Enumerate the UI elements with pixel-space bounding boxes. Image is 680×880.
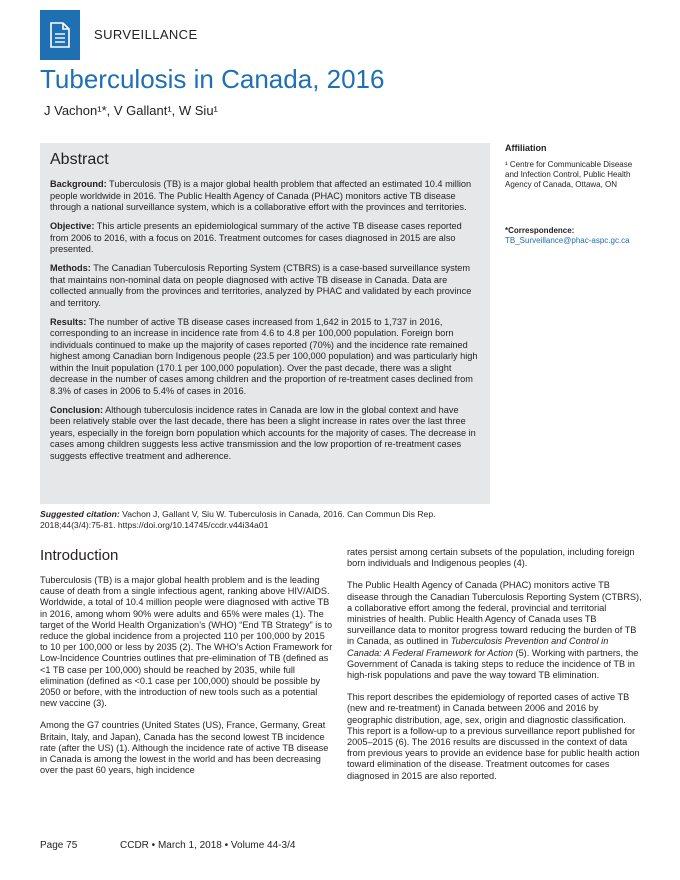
objective-label: Objective: bbox=[50, 221, 95, 231]
affiliation-text: ¹ Centre for Communicable Disease and Infection Control, Public Health Agency of Canada, Ottawa, ON bbox=[505, 160, 633, 189]
abstract-background bbox=[50, 179, 480, 214]
intro-paragraph-4b: (5). Working with partners, the Government of Canada is taking steps to reduce the incidence of TB in high-risk populations and pave the way toward TB elimination. bbox=[347, 647, 639, 681]
objective-text: This article presents an epidemiological summary of the active TB disease cases reported from 2006 to 2016, with a focus on 2016. Treatment outcomes for cases diagnosed in 2015 are also presented. bbox=[50, 221, 462, 254]
intro-paragraph-5: This report describes the epidemiology of reported cases of active TB (new and re-treatment) in Canada between 2006 and 2016 by geographic distribution, age, sex, origin and diagnostic classification. This report is a follow-up to a previous surveillance report published for 2005–2015 (6). The 2016 results are discussed in the context of data from previous years to provide an evidence base for public health action toward elimination of the disease. Treatment outcomes for cases diagnosed in 2015 are also reported. bbox=[347, 692, 640, 781]
affiliation-heading: Affiliation bbox=[505, 143, 547, 153]
abstract-methods bbox=[50, 263, 480, 309]
intro-paragraph-4 bbox=[347, 580, 642, 681]
background-text: Tuberculosis (TB) is a major global health problem that affected an estimated 10.4 million people worldwide in 2016. The Public Health Agency of Canada (PHAC) monitors active TB disease through a national surveillance system, which is a collaborative effort with the provinces and territories. bbox=[50, 179, 472, 212]
citation-text: Vachon J, Gallant V, Siu W. Tuberculosis in Canada, 2016. Can Commun Dis Rep. 2018;44(3/4):75-81. https://doi.org/10.14745/ccdr.v44i34a01 bbox=[40, 509, 436, 530]
abstract-heading: Abstract bbox=[50, 151, 109, 168]
background-label: Background: bbox=[50, 179, 107, 189]
conclusion-text: Although tuberculosis incidence rates in Canada are low in the global context and have been relatively stable over the last decade, there has been a slight increase in rates over the last three years, especially in the foreign born population which accounts for the majority of cases. The decrease in cases among children suggests less active transmission and the low proportion of re-treatment cases suggests effective treatment and adherence. bbox=[50, 404, 476, 461]
methods-text: The Canadian Tuberculosis Reporting System (CTBRS) is a case-based surveillance system that maintains non-nominal data on people diagnosed with active TB disease in Canada. Data are collected annually from the provinces and territories, analyzed by PHAC and validated by each province and territory. bbox=[50, 263, 472, 308]
correspondence bbox=[505, 226, 645, 246]
journal-info: CCDR • March 1, 2018 • Volume 44-3/4 bbox=[120, 840, 296, 851]
abstract-objective bbox=[50, 221, 480, 256]
document-icon bbox=[40, 10, 80, 60]
article-title: Tuberculosis in Canada, 2016 bbox=[40, 64, 385, 94]
framework-title: Tuberculosis Prevention and Control in Canada: A Federal Framework for Action bbox=[347, 636, 609, 658]
section-label: SURVEILLANCE bbox=[94, 27, 198, 42]
intro-paragraph-3: rates persist among certain subsets of the population, including foreign born individuals and Indigenous peoples (4). bbox=[347, 547, 635, 569]
suggested-citation bbox=[40, 509, 485, 531]
results-text: The number of active TB disease cases increased from 1,642 in 2015 to 1,737 in 2016, corresponding to an increase in incidence rate from 4.6 to 4.8 per 100,000 population. Foreign born individuals continued to make up the majority of cases reported (70%) and the incidence rate remained highest among Canadian born Indigenous people (23.5 per 100,000 population) and was particularly high within the Inuit population (170.1 per 100,000 population). Over the past decade, there was a slight decrease in the number of cases among children and the proportion of re-treatment cases declined from 8.3% of cases in 2006 to 5.4% of cases in 2016. bbox=[50, 316, 478, 396]
abstract-results bbox=[50, 317, 480, 398]
abstract-box bbox=[40, 143, 490, 504]
introduction-heading: Introduction bbox=[40, 547, 119, 564]
citation-label: Suggested citation: bbox=[40, 509, 120, 519]
abstract-conclusion bbox=[50, 405, 480, 463]
intro-paragraph-1: Tuberculosis (TB) is a major global health problem and is the leading cause of death from a single infectious agent, ranking above HIV/AIDS. Worldwide, a total of 10.4 million people were diagnosed with active TB in 2016, among whom 90% were adults and 65% were males (1). The target of the World Health Organization’s (WHO) “End TB Strategy” is to reduce the global incidence from a projected 110 per 100,000 by 2015 to 10 per 100,000 or less by 2035 (2). The WHO’s Action Framework for Low-Incidence Countries outlines that pre-elimination of TB (defined as <1 TB case per 100,000) should be reached by 2035, while full elimination (defined as <0.1 case per 100,000) should be possible by 2050 or before, with the introduction of new tools such as a potential new vaccine (3). bbox=[40, 575, 333, 709]
methods-label: Methods: bbox=[50, 263, 91, 273]
conclusion-label: Conclusion: bbox=[50, 404, 104, 415]
authors: J Vachon¹*, V Gallant¹, W Siu¹ bbox=[44, 103, 218, 118]
right-column bbox=[347, 547, 642, 793]
intro-paragraph-4a: The Public Health Agency of Canada (PHAC) monitors active TB disease through the Canadian Tuberculosis Reporting System (CTBRS), a collaborative effort among the federal, provincial and territorial ministries of health. Public Health Agency of Canada uses TB surveillance data to monitor progress toward reducing the burden of TB in Canada, as outlined in bbox=[347, 580, 642, 647]
results-label: Results: bbox=[50, 316, 87, 327]
page-number: Page 75 bbox=[40, 840, 78, 851]
correspondence-label: *Correspondence: bbox=[505, 226, 575, 235]
left-column bbox=[40, 575, 335, 787]
correspondence-email-link[interactable]: TB_Surveillance@phac-aspc.gc.ca bbox=[505, 236, 630, 245]
intro-paragraph-2: Among the G7 countries (United States (US), France, Germany, Great Britain, Italy, and Japan), Canada has the second lowest TB incidence rate (after the US) (1). Although the incidence rate of active TB disease in Canada is among the lowest in the world and has been decreasing over the past 60 years, high incidence bbox=[40, 720, 329, 776]
